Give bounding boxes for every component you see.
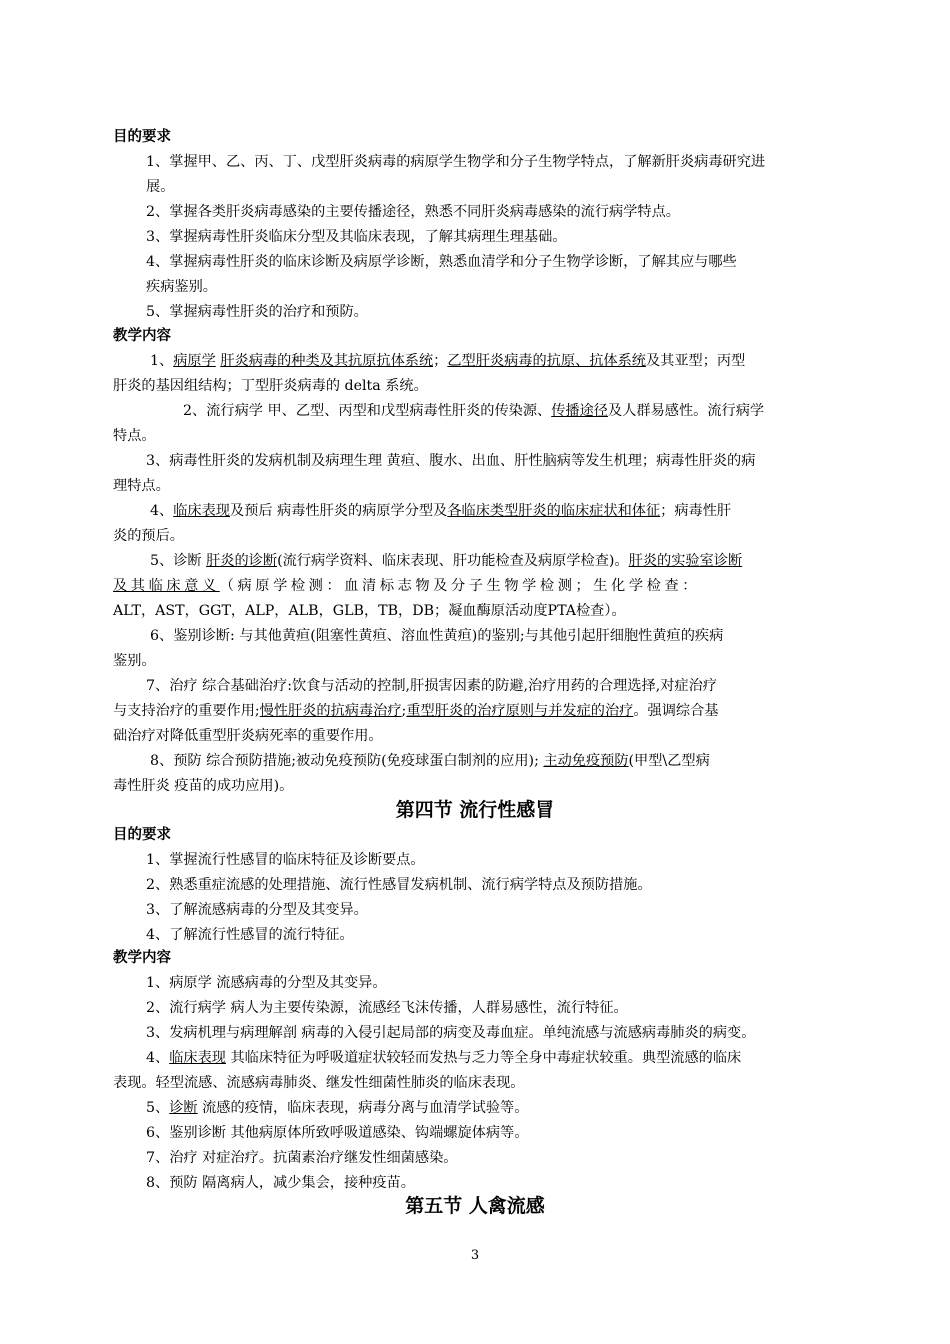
content-item-3-cont: 理特点。 xyxy=(113,478,170,494)
content-item-4-cont: 炎的预后。 xyxy=(113,528,184,544)
objective-1-cont: 展。 xyxy=(146,179,175,195)
content-item-6: 6、鉴别诊断: 与其他黄疸(阻塞性黄疸、溶血性黄疸)的鉴别;与其他引起肝细胞性黄疸的疾病 xyxy=(150,628,724,644)
section-5-title: 第五节 人禽流感 xyxy=(405,1195,545,1217)
content-item-5: 5、诊断 肝炎的诊断(流行病学资料、临床表现、肝功能检查及病原学检查)。肝炎的实验室诊断 xyxy=(150,553,743,569)
content-item-7-cont2: 础治疗对降低重型肝炎病死率的重要作用。 xyxy=(113,728,383,744)
s4-content-heading: 教学内容 xyxy=(113,950,171,966)
s4-content-4-cont: 表现。轻型流感、流感病毒肺炎、继发性细菌性肺炎的临床表现。 xyxy=(113,1075,525,1091)
objectives-heading: 目的要求 xyxy=(113,129,171,145)
content-item-8: 8、预防 综合预防措施;被动免疫预防(免疫球蛋白制剂的应用); 主动免疫预防(甲型\乙型病 xyxy=(150,753,710,769)
content-item-3: 3、病毒性肝炎的发病机制及病理生理 黄疸、腹水、出血、肝性脑病等发生机理；病毒性肝炎的病 xyxy=(146,453,756,469)
objective-2: 2、掌握各类肝炎病毒感染的主要传播途径，熟悉不同肝炎病毒感染的流行病学特点。 xyxy=(146,204,680,220)
s4-objective-3: 3、了解流感病毒的分型及其变异。 xyxy=(146,902,368,918)
objective-5: 5、掌握病毒性肝炎的治疗和预防。 xyxy=(146,304,368,320)
content-item-1-cont: 肝炎的基因组结构；丁型肝炎病毒的 delta 系统。 xyxy=(113,378,428,394)
s4-content-3: 3、发病机理与病理解剖 病毒的入侵引起局部的病变及毒血症。单纯流感与流感病毒肺炎的病变。 xyxy=(146,1025,756,1041)
content-item-7-cont: 与支持治疗的重要作用;慢性肝炎的抗病毒治疗;重型肝炎的治疗原则与并发症的治疗。强调综合基 xyxy=(113,703,719,719)
s4-content-5: 5、诊断 流感的疫情，临床表现，病毒分离与血清学试验等。 xyxy=(146,1100,529,1116)
content-item-4: 4、临床表现及预后 病毒性肝炎的病原学分型及各临床类型肝炎的临床症状和体征；病毒性肝 xyxy=(150,503,732,519)
content-item-2-cont: 特点。 xyxy=(113,428,156,444)
content-item-5-cont: 及其临床意义（病原学检测：血清标志物及分子生物学检测；生化学检查： xyxy=(113,578,700,594)
section-4-title: 第四节 流行性感冒 xyxy=(395,799,555,821)
page-number: 3 xyxy=(470,1248,480,1263)
objective-3: 3、掌握病毒性肝炎临床分型及其临床表现，了解其病理生理基础。 xyxy=(146,229,567,245)
s4-content-4: 4、临床表现 其临床特征为呼吸道症状较轻而发热与乏力等全身中毒症状较重。典型流感的临床 xyxy=(146,1050,742,1066)
content-item-2: 2、流行病学 甲、乙型、丙型和戊型病毒性肝炎的传染源、传播途径及人群易感性。流行病学 xyxy=(183,403,765,419)
content-item-8-cont: 毒性肝炎 疫苗的成功应用)。 xyxy=(113,778,294,794)
s4-content-1: 1、病原学 流感病毒的分型及其变异。 xyxy=(146,975,387,991)
content-item-6-cont: 鉴别。 xyxy=(113,653,156,669)
content-heading: 教学内容 xyxy=(113,328,171,344)
content-item-7: 7、治疗 综合基础治疗:饮食与活动的控制,肝损害因素的防避,治疗用药的合理选择,对症治疗 xyxy=(146,678,717,694)
s4-objectives-heading: 目的要求 xyxy=(113,827,171,843)
s4-objective-2: 2、熟悉重症流感的处理措施、流行性感冒发病机制、流行病学特点及预防措施。 xyxy=(146,877,652,893)
s4-content-6: 6、鉴别诊断 其他病原体所致呼吸道感染、钩端螺旋体病等。 xyxy=(146,1125,529,1141)
s4-content-7: 7、治疗 对症治疗。抗菌素治疗继发性细菌感染。 xyxy=(146,1150,458,1166)
content-item-1: 1、病原学 肝炎病毒的种类及其抗原抗体系统；乙型肝炎病毒的抗原、抗体系统及其亚型；丙型 xyxy=(150,353,746,369)
s4-content-2: 2、流行病学 病人为主要传染源，流感经飞沫传播，人群易感性，流行特征。 xyxy=(146,1000,628,1016)
content-item-5-cont2: ALT，AST，GGT，ALP，ALB，GLB，TB，DB；凝血酶原活动度PTA检查）。 xyxy=(113,603,626,619)
s4-objective-1: 1、掌握流行性感冒的临床特征及诊断要点。 xyxy=(146,852,425,868)
s4-objective-4: 4、了解流行性感冒的流行特征。 xyxy=(146,927,354,943)
objective-4-cont: 疾病鉴别。 xyxy=(146,279,217,295)
objective-4: 4、掌握病毒性肝炎的临床诊断及病原学诊断，熟悉血清学和分子生物学诊断，了解其应与哪些 xyxy=(146,254,737,270)
s4-content-8: 8、预防 隔离病人，减少集会，接种疫苗。 xyxy=(146,1175,415,1191)
objective-1: 1、掌握甲、乙、丙、丁、戊型肝炎病毒的病原学生物学和分子生物学特点，了解新肝炎病毒研究进 xyxy=(146,154,766,170)
